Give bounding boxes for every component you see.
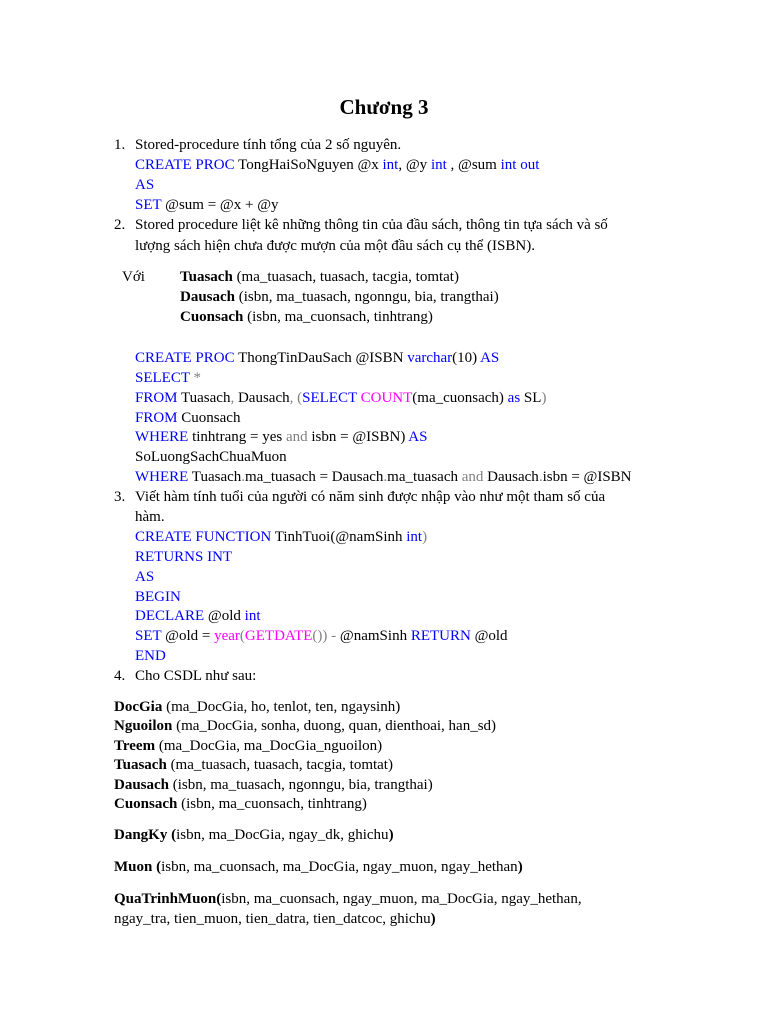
item-1-text: Stored-procedure tính tổng của 2 số nguyên. [135, 137, 402, 153]
code1-line-1 [135, 155, 539, 175]
item-number-4: 4. [114, 668, 126, 684]
code-keyword: DECLARE [135, 608, 205, 624]
item-3-text-line-2: hàm. [135, 509, 165, 525]
page-title: Chương 3 [339, 95, 429, 119]
code-keyword: SET [135, 628, 162, 644]
code-text: ma_tuasach = Dausach [245, 469, 384, 485]
voi-table-3 [180, 307, 433, 327]
table-name: QuaTrinhMuon( [114, 891, 222, 907]
code-function: year [214, 628, 240, 644]
table-name: DocGia [114, 699, 163, 715]
code-keyword: as [507, 390, 521, 406]
table-name: Tuasach [114, 757, 167, 773]
schema-row-2 [114, 716, 496, 736]
table-name: Dausach [180, 289, 236, 305]
code-operator: . [241, 469, 246, 485]
code-text: , @sum [446, 157, 501, 173]
item-2-text-line-2: lượng sách hiện chưa được mượn của một đầu sách cụ thể (ISBN). [135, 238, 535, 254]
code-text: ma_tuasach [387, 469, 462, 485]
code3-line-5 [135, 606, 261, 626]
code-keyword: WHERE [135, 429, 189, 445]
schema-quatrinhmuon-line-1 [114, 889, 582, 909]
item-number-3: 3. [114, 489, 126, 505]
code-text: Tuasach [188, 469, 242, 485]
code-text: isbn = @ISBN) [307, 429, 409, 445]
code-text: (ma_cuonsach) [412, 390, 508, 406]
code-text: , @y [398, 157, 431, 173]
table-columns: (isbn, ma_tuasach, ngonngu, bia, trangthai) [235, 289, 499, 305]
schema-muon [114, 857, 523, 877]
code1-line-2 [135, 175, 154, 195]
table-columns: (ma_DocGia, ma_DocGia_nguoilon) [155, 738, 383, 754]
table-name: Cuonsach [114, 796, 178, 812]
voi-table-2 [180, 287, 499, 307]
code-operator: ( [239, 628, 245, 644]
code2-line-2 [135, 368, 201, 388]
code-keyword: RETURNS INT [135, 549, 233, 565]
code-keyword: AS [480, 350, 500, 366]
code-keyword: varchar [407, 350, 453, 366]
table-name: Nguoilon [114, 718, 173, 734]
table-columns: (isbn, ma_cuonsach, tinhtrang) [177, 796, 367, 812]
code2-line-4 [135, 408, 240, 428]
code-keyword: int [382, 157, 399, 173]
code-text: @old = [161, 628, 215, 644]
table-columns: (ma_DocGia, sonha, duong, quan, dienthoai, han_sd) [172, 718, 497, 734]
code-keyword: int [430, 157, 447, 173]
code3-line-3 [135, 567, 154, 587]
item-4-text: Cho CSDL như sau: [135, 668, 257, 684]
table-name: Treem [114, 738, 156, 754]
code-operator: , [289, 390, 294, 406]
code-text: ThongTinDauSach @ISBN [234, 350, 408, 366]
code-keyword: END [135, 648, 166, 664]
table-columns: (isbn, ma_cuonsach, tinhtrang) [243, 309, 433, 325]
table-name: Tuasach [180, 269, 233, 285]
code-text: @namSinh [339, 628, 411, 644]
item-number-2: 2. [114, 217, 126, 233]
schema-row-3 [114, 736, 382, 756]
item-2-text-line-1: Stored procedure liệt kê những thông tin của đầu sách, thông tin tựa sách và số [135, 217, 608, 233]
code-keyword: SELECT [302, 390, 357, 406]
table-columns: (ma_DocGia, ho, tenlot, ten, ngaysinh) [162, 699, 401, 715]
code-operator: ) [541, 390, 547, 406]
table-columns: (isbn, ma_tuasach, ngonngu, bia, trangthai) [169, 777, 433, 793]
item-number-1: 1. [114, 137, 126, 153]
code-keyword: int [406, 529, 423, 545]
code-keyword: SET [135, 197, 162, 213]
code-text: TinhTuoi(@namSinh [271, 529, 407, 545]
table-close-paren: ) [388, 827, 394, 843]
code-keyword: CREATE PROC [135, 350, 235, 366]
voi-table-1 [180, 267, 459, 287]
table-name: Dausach [114, 777, 170, 793]
code3-line-4 [135, 587, 181, 607]
code-text: Dausach [234, 390, 290, 406]
code-function: COUNT [360, 390, 413, 406]
code3-line-7 [135, 646, 166, 666]
code1-line-3 [135, 195, 279, 215]
code2-line-7 [135, 467, 632, 487]
code-operator: , [230, 390, 235, 406]
code-keyword: int out [500, 157, 540, 173]
code-keyword: AS [135, 177, 155, 193]
code-keyword: int [244, 608, 261, 624]
voi-label: Với [122, 269, 145, 285]
code-operator: ) [422, 529, 428, 545]
schema-row-6 [114, 794, 367, 814]
table-name: DangKy ( [114, 827, 177, 843]
code-keyword: WHERE [135, 469, 189, 485]
code-text: TongHaiSoNguyen @x [234, 157, 383, 173]
code3-line-2 [135, 547, 232, 567]
code-operator: . [538, 469, 543, 485]
code-operator: and [461, 469, 484, 485]
table-columns: (ma_tuasach, tuasach, tacgia, tomtat) [166, 757, 393, 773]
code-text: isbn = @ISBN [542, 469, 632, 485]
code-keyword: AS [408, 429, 428, 445]
schema-row-1 [114, 697, 400, 717]
schema-row-4 [114, 755, 393, 775]
code-keyword: SELECT [135, 370, 190, 386]
code2-line-5 [135, 427, 427, 447]
code-operator: . [383, 469, 388, 485]
code-keyword: RETURN [410, 628, 471, 644]
schema-dangky [114, 825, 394, 845]
code2-line-6: SoLuongSachChuaMuon [135, 449, 287, 465]
code-text: SL [520, 390, 542, 406]
table-columns: isbn, ma_cuonsach, ma_DocGia, ngay_muon, ngay_hethan [161, 859, 518, 875]
code3-line-6 [135, 626, 508, 646]
code3-line-1 [135, 527, 427, 547]
code2-line-1 [135, 348, 499, 368]
item-3-text-line-1: Viết hàm tính tuổi của người có năm sinh được nhập vào như một tham số của [135, 489, 606, 505]
code-text: tinhtrang = yes [188, 429, 286, 445]
table-name: Muon ( [114, 859, 162, 875]
table-close-paren: ) [430, 911, 436, 927]
code-text: Dausach [483, 469, 539, 485]
table-columns: ngay_tra, tien_muon, tien_datra, tien_datcoc, ghichu [114, 911, 431, 927]
code-text: @sum = @x + @y [161, 197, 279, 213]
code-text: (10) [452, 350, 481, 366]
table-columns: (ma_tuasach, tuasach, tacgia, tomtat) [232, 269, 459, 285]
code-text: @old [470, 628, 508, 644]
code-operator: and [285, 429, 308, 445]
code-keyword: FROM [135, 410, 178, 426]
code-keyword: CREATE FUNCTION [135, 529, 272, 545]
table-close-paren: ) [517, 859, 523, 875]
code-text: Tuasach [177, 390, 231, 406]
code-operator: - [327, 628, 340, 644]
code-operator: * [189, 370, 201, 386]
code-keyword: CREATE PROC [135, 157, 235, 173]
code2-line-3 [135, 388, 546, 408]
code-keyword: BEGIN [135, 589, 181, 605]
code-operator: ( [293, 390, 303, 406]
code-keyword: FROM [135, 390, 178, 406]
schema-row-5 [114, 775, 433, 795]
code-function: GETDATE [244, 628, 313, 644]
code-operator: ()) [312, 628, 328, 644]
code-text: Cuonsach [177, 410, 241, 426]
table-name: Cuonsach [180, 309, 244, 325]
table-columns: isbn, ma_cuonsach, ngay_muon, ma_DocGia, ngay_hethan, [221, 891, 582, 907]
code-keyword: AS [135, 569, 155, 585]
table-columns: isbn, ma_DocGia, ngay_dk, ghichu [176, 827, 389, 843]
code-text: @old [204, 608, 245, 624]
schema-quatrinhmuon-line-2 [114, 909, 436, 929]
